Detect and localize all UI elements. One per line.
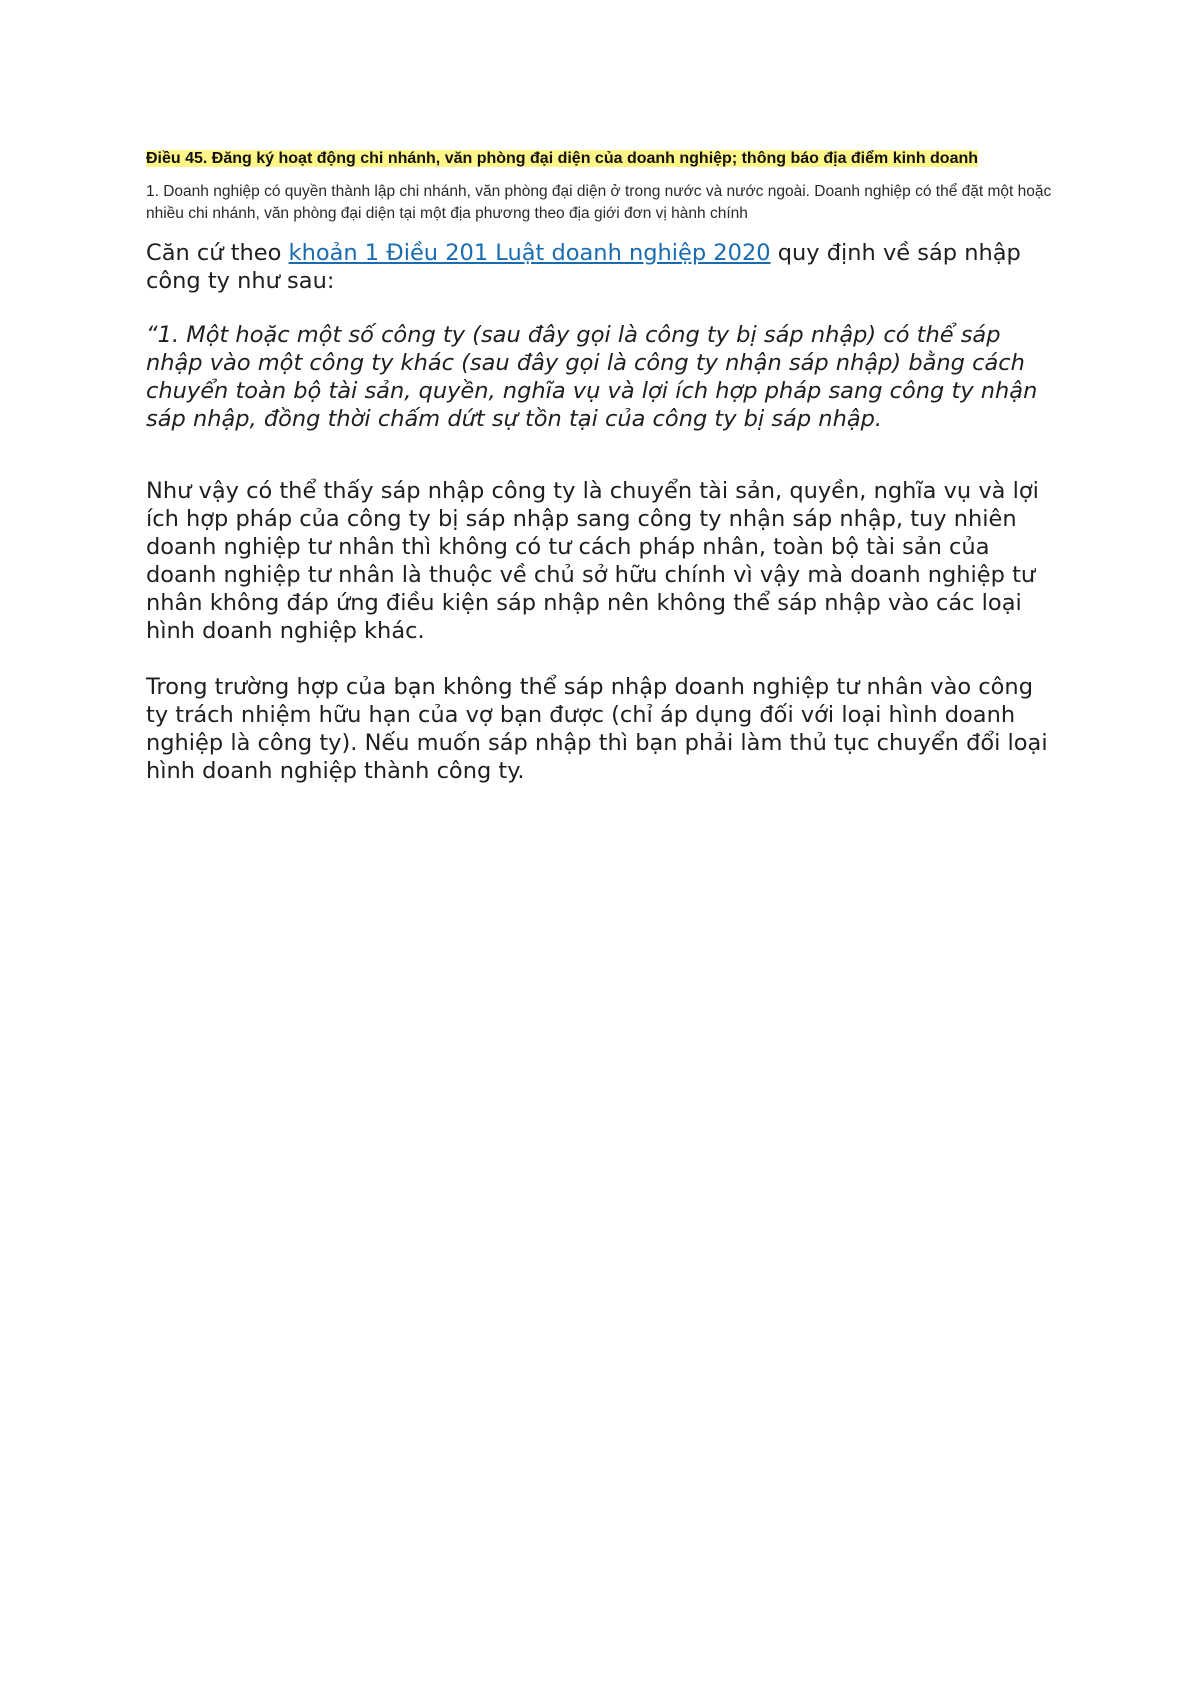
article-heading-text: Điều 45. Đăng ký hoạt động chi nhánh, văn phòng đại diện của doanh nghiệp; thông báo địa điểm kinh doanh bbox=[146, 150, 979, 167]
document-body bbox=[146, 147, 1052, 785]
article-clause-1: 1. Doanh nghiệp có quyền thành lập chi nhánh, văn phòng đại diện ở trong nước và nước ngoài. Doanh nghiệp có thể đặt một hoặc nhiều chi nhánh, văn phòng đại diện tại một địa phương theo địa giới đơn vị hành chính bbox=[146, 183, 1052, 222]
conclusion-paragraph: Trong trường hợp của bạn không thể sáp nhập doanh nghiệp tư nhân vào công ty trách nhiệm hữu hạn của vợ bạn được (chỉ áp dụng đối với loại hình doanh nghiệp là công ty). Nếu muốn sáp nhập thì bạn phải làm thủ tục chuyển đổi loại hình doanh nghiệp thành công ty. bbox=[146, 674, 1048, 784]
intro-paragraph bbox=[146, 239, 1052, 295]
explanation-paragraph: Như vậy có thể thấy sáp nhập công ty là chuyển tài sản, quyền, nghĩa vụ và lợi ích hợp pháp của công ty bị sáp nhập sang công ty nhận sáp nhập, tuy nhiên doanh nghiệp tư nhân thì không có tư cách pháp nhân, toàn bộ tài sản của doanh nghiệp tư nhân là thuộc về chủ sở hữu chính vì vậy mà doanh nghiệp tư nhân không đáp ứng điều kiện sáp nhập nên không thể sáp nhập vào các loại hình doanh nghiệp khác. bbox=[146, 478, 1039, 644]
article-heading bbox=[146, 147, 1052, 171]
quoted-law-text: “1. Một hoặc một số công ty (sau đây gọi là công ty bị sáp nhập) có thể sáp nhập vào một công ty khác (sau đây gọi là công ty nhận sáp nhập) bằng cách chuyển toàn bộ tài sản, quyền, nghĩa vụ và lợi ích hợp pháp sang công ty nhận sáp nhập, đồng thời chấm dứt sự tồn tại của công ty bị sáp nhập. bbox=[146, 322, 1038, 432]
intro-suffix: quy định về sáp nhập công ty như sau: bbox=[146, 240, 1021, 294]
intro-prefix: Căn cứ theo bbox=[146, 240, 289, 266]
law-reference-link[interactable]: khoản 1 Điều 201 Luật doanh nghiệp 2020 bbox=[288, 240, 771, 266]
